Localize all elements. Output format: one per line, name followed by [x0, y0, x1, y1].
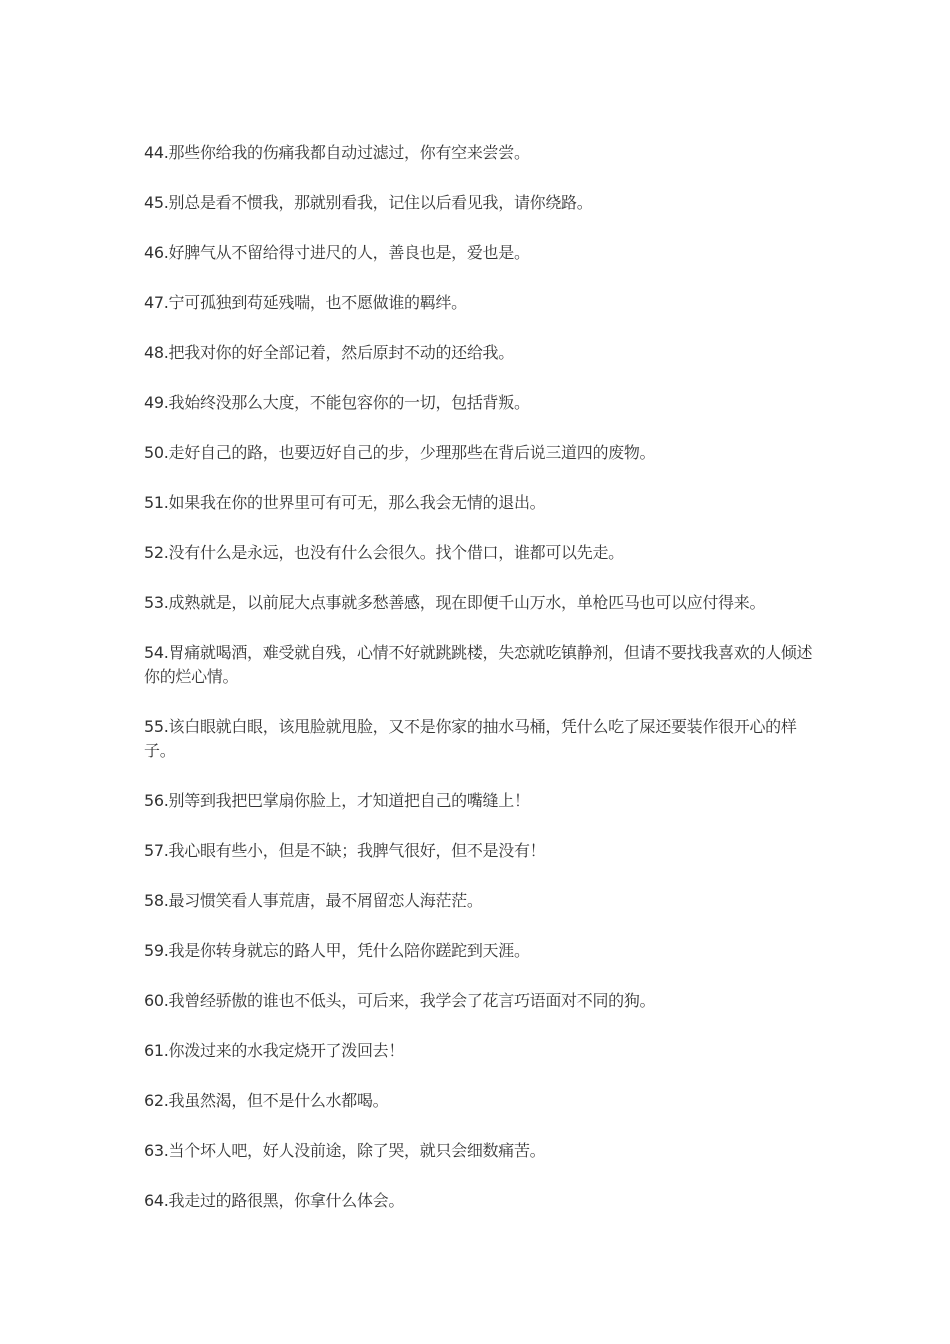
list-item: 55.该白眼就白眼，该甩脸就甩脸，又不是你家的抽水马桶，凭什么吃了屎还要装作很开心的样子。	[144, 717, 797, 760]
list-item: 58.最习惯笑看人事荒唐，最不屑留恋人海茫茫。	[144, 891, 483, 910]
list-item: 48.把我对你的好全部记着，然后原封不动的还给我。	[144, 343, 514, 362]
list-item: 60.我曾经骄傲的谁也不低头，可后来，我学会了花言巧语面对不同的狗。	[144, 991, 656, 1010]
document-page	[144, 141, 814, 1239]
list-item: 44.那些你给我的伤痛我都自动过滤过，你有空来尝尝。	[144, 143, 530, 162]
list-item: 54.胃痛就喝酒，难受就自残，心情不好就跳跳楼，失恋就吃镇静剂，但请不要找我喜欢的人倾述你的烂心情。	[144, 643, 813, 686]
list-item: 45.别总是看不惯我，那就别看我，记住以后看见我，请你绕路。	[144, 193, 593, 212]
list-item: 62.我虽然渴，但不是什么水都喝。	[144, 1091, 389, 1110]
list-item: 56.别等到我把巴掌扇你脸上，才知道把自己的嘴缝上！	[144, 791, 530, 810]
list-item: 61.你泼过来的水我定烧开了泼回去！	[144, 1041, 405, 1060]
list-item: 49.我始终没那么大度，不能包容你的一切，包括背叛。	[144, 393, 530, 412]
list-item: 64.我走过的路很黑，你拿什么体会。	[144, 1191, 405, 1210]
list-item: 63.当个坏人吧，好人没前途，除了哭，就只会细数痛苦。	[144, 1141, 546, 1160]
list-item: 59.我是你转身就忘的路人甲，凭什么陪你蹉跎到天涯。	[144, 941, 530, 960]
list-item: 53.成熟就是，以前屁大点事就多愁善感，现在即便千山万水，单枪匹马也可以应付得来。	[144, 593, 766, 612]
list-item: 46.好脾气从不留给得寸进尺的人，善良也是，爱也是。	[144, 243, 530, 262]
list-item: 57.我心眼有些小，但是不缺；我脾气很好，但不是没有！	[144, 841, 546, 860]
list-item: 52.没有什么是永远，也没有什么会很久。找个借口，谁都可以先走。	[144, 543, 624, 562]
list-item: 51.如果我在你的世界里可有可无，那么我会无情的退出。	[144, 493, 546, 512]
list-item: 47.宁可孤独到苟延残喘，也不愿做谁的羁绊。	[144, 293, 467, 312]
list-item: 50.走好自己的路，也要迈好自己的步，少理那些在背后说三道四的废物。	[144, 443, 656, 462]
